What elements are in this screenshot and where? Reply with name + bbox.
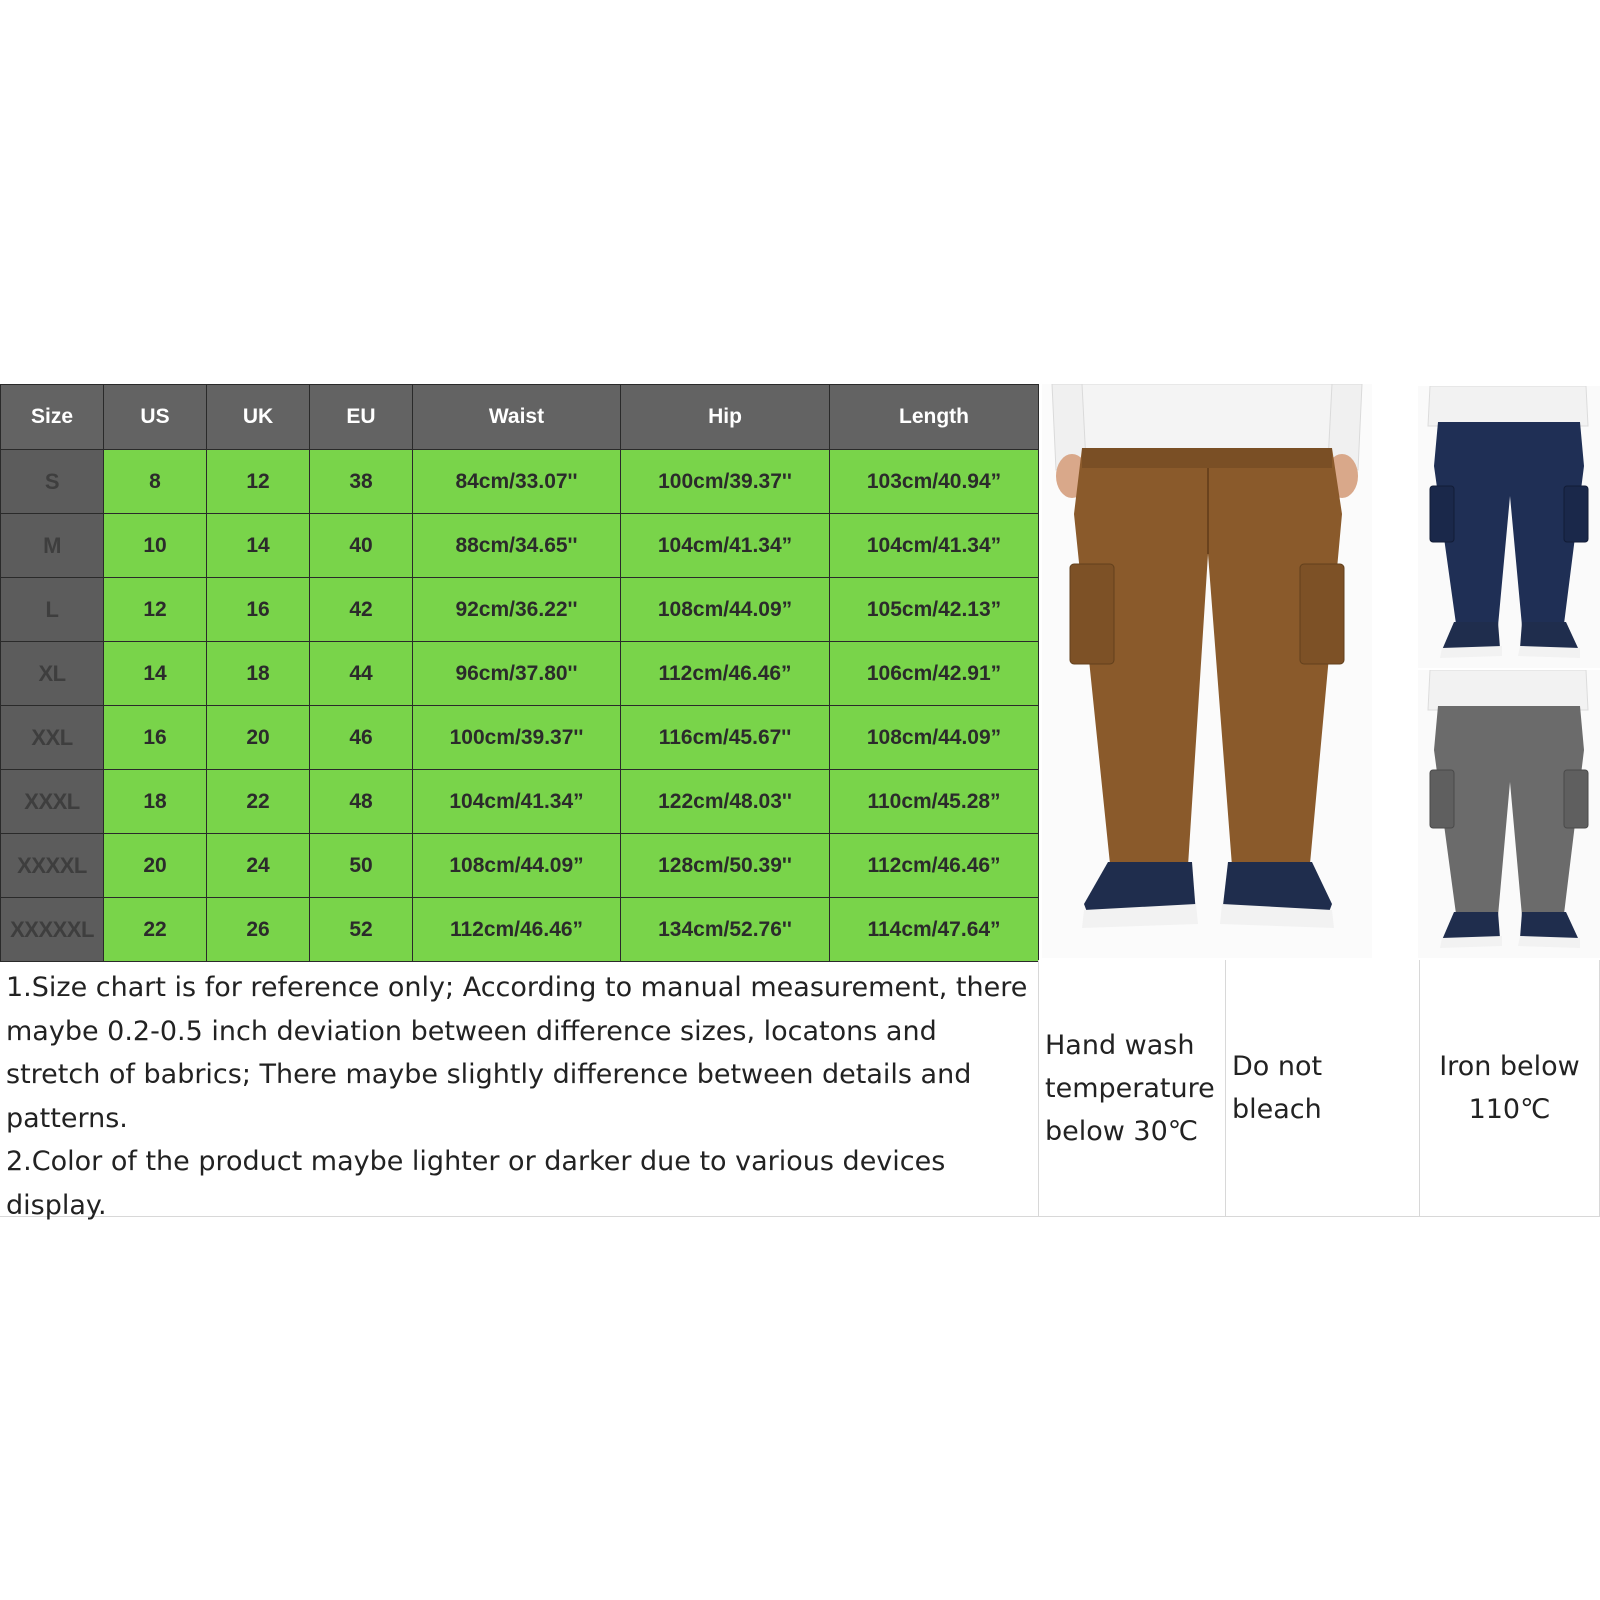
- column-header-uk: UK: [207, 385, 310, 450]
- size-cell: XXXXXL: [1, 898, 104, 962]
- size-cell: M: [1, 514, 104, 578]
- waist-cell: 92cm/36.22'': [413, 578, 621, 642]
- size-cell: XXXXL: [1, 834, 104, 898]
- table-row: [1, 450, 1039, 514]
- uk-cell: 12: [207, 450, 310, 514]
- hip-cell: 108cm/44.09”: [621, 578, 830, 642]
- us-cell: 16: [104, 706, 207, 770]
- us-cell: 14: [104, 642, 207, 706]
- size-chart-header: [1, 385, 1039, 450]
- hip-cell: 116cm/45.67'': [621, 706, 830, 770]
- length-cell: 112cm/46.46”: [830, 834, 1039, 898]
- size-chart-body: [1, 450, 1039, 962]
- hip-cell: 112cm/46.46”: [621, 642, 830, 706]
- column-header-length: Length: [830, 385, 1039, 450]
- note-color: 2.Color of the product maybe lighter or darker due to various devices display.: [6, 1146, 946, 1221]
- care-iron: [1419, 960, 1600, 1217]
- eu-cell: 42: [310, 578, 413, 642]
- hip-cell: 128cm/50.39'': [621, 834, 830, 898]
- column-header-us: US: [104, 385, 207, 450]
- waist-cell: 96cm/37.80'': [413, 642, 621, 706]
- table-row: [1, 706, 1039, 770]
- us-cell: 10: [104, 514, 207, 578]
- us-cell: 20: [104, 834, 207, 898]
- table-row: [1, 834, 1039, 898]
- size-cell: XXXL: [1, 770, 104, 834]
- length-cell: 108cm/44.09”: [830, 706, 1039, 770]
- care-no-bleach: [1225, 960, 1419, 1217]
- uk-cell: 14: [207, 514, 310, 578]
- eu-cell: 38: [310, 450, 413, 514]
- waist-cell: 112cm/46.46”: [413, 898, 621, 962]
- length-cell: 103cm/40.94”: [830, 450, 1039, 514]
- length-cell: 114cm/47.64”: [830, 898, 1039, 962]
- hip-cell: 100cm/39.37'': [621, 450, 830, 514]
- size-cell: XXL: [1, 706, 104, 770]
- waist-cell: 84cm/33.07'': [413, 450, 621, 514]
- us-cell: 8: [104, 450, 207, 514]
- grey-pants-photo: [1418, 670, 1600, 958]
- eu-cell: 46: [310, 706, 413, 770]
- care-wash-line: Hand wash: [1045, 1029, 1195, 1061]
- column-header-waist: Waist: [413, 385, 621, 450]
- size-cell: S: [1, 450, 104, 514]
- note-reference: 1.Size chart is for reference only; According to manual measurement, there maybe 0.2-0.5 inch deviation between difference sizes, locatons and stretch of babrics; There maybe slightly difference between details and patterns.: [6, 972, 1028, 1134]
- waist-cell: 100cm/39.37'': [413, 706, 621, 770]
- hip-cell: 122cm/48.03'': [621, 770, 830, 834]
- eu-cell: 50: [310, 834, 413, 898]
- us-cell: 18: [104, 770, 207, 834]
- table-row: [1, 898, 1039, 962]
- table-row: [1, 578, 1039, 642]
- waist-cell: 108cm/44.09”: [413, 834, 621, 898]
- waist-cell: 104cm/41.34”: [413, 770, 621, 834]
- waist-cell: 88cm/34.65'': [413, 514, 621, 578]
- us-cell: 12: [104, 578, 207, 642]
- uk-cell: 24: [207, 834, 310, 898]
- length-cell: 110cm/45.28”: [830, 770, 1039, 834]
- care-bleach-text: Do not bleach: [1232, 1051, 1323, 1125]
- care-wash-line: below 30℃: [1045, 1115, 1199, 1147]
- column-header-hip: Hip: [621, 385, 830, 450]
- length-cell: 104cm/41.34”: [830, 514, 1039, 578]
- size-cell: L: [1, 578, 104, 642]
- navy-pants-photo: [1418, 386, 1600, 668]
- column-header-eu: EU: [310, 385, 413, 450]
- table-row: [1, 514, 1039, 578]
- care-iron-line: Iron below: [1439, 1051, 1580, 1082]
- uk-cell: 20: [207, 706, 310, 770]
- column-header-size: Size: [1, 385, 104, 450]
- length-cell: 106cm/42.91”: [830, 642, 1039, 706]
- size-chart-table: [0, 384, 1039, 962]
- brown-pants-photo: [1042, 384, 1372, 958]
- eu-cell: 52: [310, 898, 413, 962]
- eu-cell: 40: [310, 514, 413, 578]
- length-cell: 105cm/42.13”: [830, 578, 1039, 642]
- care-wash-line: temperature: [1045, 1072, 1215, 1104]
- uk-cell: 18: [207, 642, 310, 706]
- size-notes: [0, 960, 1038, 1221]
- eu-cell: 44: [310, 642, 413, 706]
- hip-cell: 104cm/41.34”: [621, 514, 830, 578]
- uk-cell: 26: [207, 898, 310, 962]
- table-row: [1, 770, 1039, 834]
- uk-cell: 22: [207, 770, 310, 834]
- table-row: [1, 642, 1039, 706]
- size-cell: XL: [1, 642, 104, 706]
- hip-cell: 134cm/52.76'': [621, 898, 830, 962]
- eu-cell: 48: [310, 770, 413, 834]
- care-hand-wash: [1038, 960, 1225, 1217]
- uk-cell: 16: [207, 578, 310, 642]
- us-cell: 22: [104, 898, 207, 962]
- care-iron-line: 110℃: [1468, 1094, 1551, 1125]
